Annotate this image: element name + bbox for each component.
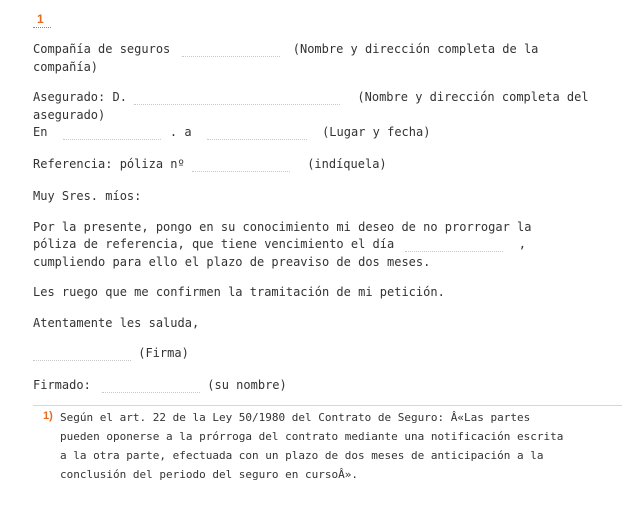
footnote-line-1: Según el art. 22 de la Ley 50/1980 del Contrato de Seguro: Â«Las partes — [60, 411, 531, 424]
body-line-1: Por la presente, pongo en su conocimiento mi deseo de no prorrogar la — [33, 220, 532, 234]
closing: Atentamente les saluda, — [33, 316, 200, 330]
company-label: Compañía de seguros — [33, 42, 171, 56]
company-hint: (Nombre y dirección completa de la — [292, 42, 539, 56]
company-hint-cont: compañía) — [33, 60, 99, 74]
insured-label: Asegurado: D. — [33, 90, 127, 104]
footnote-line-2: pueden oponerse a la prórroga del contrato mediante una notificación escrita — [60, 430, 564, 443]
date-separator: . a — [169, 125, 192, 139]
footnote-divider — [33, 405, 622, 406]
insured-blank[interactable] — [134, 90, 340, 105]
signature-hint: (Firma) — [138, 346, 189, 360]
place-date-line — [33, 124, 430, 140]
signature-blank[interactable] — [33, 346, 131, 361]
body-line-2 — [33, 236, 526, 252]
footnote-number[interactable]: 1) — [43, 410, 53, 422]
insured-line-cont — [33, 107, 105, 123]
body-line-2-comma: , — [518, 237, 526, 251]
place-date-hint: (Lugar y fecha) — [322, 125, 431, 139]
expiry-date-blank[interactable] — [405, 237, 503, 252]
date-blank[interactable] — [207, 125, 307, 140]
greeting: Muy Sres. míos: — [33, 189, 142, 203]
request-paragraph: Les ruego que me confirmen la tramitación de mi petición. — [33, 285, 445, 299]
signed-line — [33, 377, 287, 393]
reference-hint: (indíquela) — [307, 157, 387, 171]
body-line-3: cumpliendo para ello el plazo de preaviso de dos meses. — [33, 255, 431, 269]
signature-line — [33, 345, 189, 361]
signed-label: Firmado: — [33, 378, 91, 392]
company-line — [33, 41, 538, 57]
company-blank[interactable] — [182, 42, 280, 57]
place-label: En — [33, 125, 48, 139]
insured-hint-cont: asegurado) — [33, 108, 106, 122]
footnote-line-3: a la otra parte, efectuada con un plazo de dos meses de anticipación a la — [60, 449, 544, 462]
place-blank[interactable] — [63, 125, 161, 140]
policy-number-blank[interactable] — [192, 157, 290, 172]
signed-name-blank[interactable] — [102, 378, 200, 393]
footnote-reference-link[interactable]: 1 — [37, 12, 44, 26]
insured-line — [33, 89, 589, 105]
insured-hint: (Nombre y dirección completa del — [357, 90, 589, 104]
footnote-line-4: conclusión del periodo del seguro en cursoÂ». — [60, 468, 359, 481]
footnote-reference-underline — [33, 27, 51, 28]
body-line-2-text: póliza de referencia, que tiene vencimiento el día — [33, 237, 395, 251]
reference-label: Referencia: póliza nº — [33, 157, 185, 171]
company-line-cont — [33, 59, 98, 75]
signed-hint: (su nombre) — [207, 378, 287, 392]
reference-line — [33, 156, 387, 172]
